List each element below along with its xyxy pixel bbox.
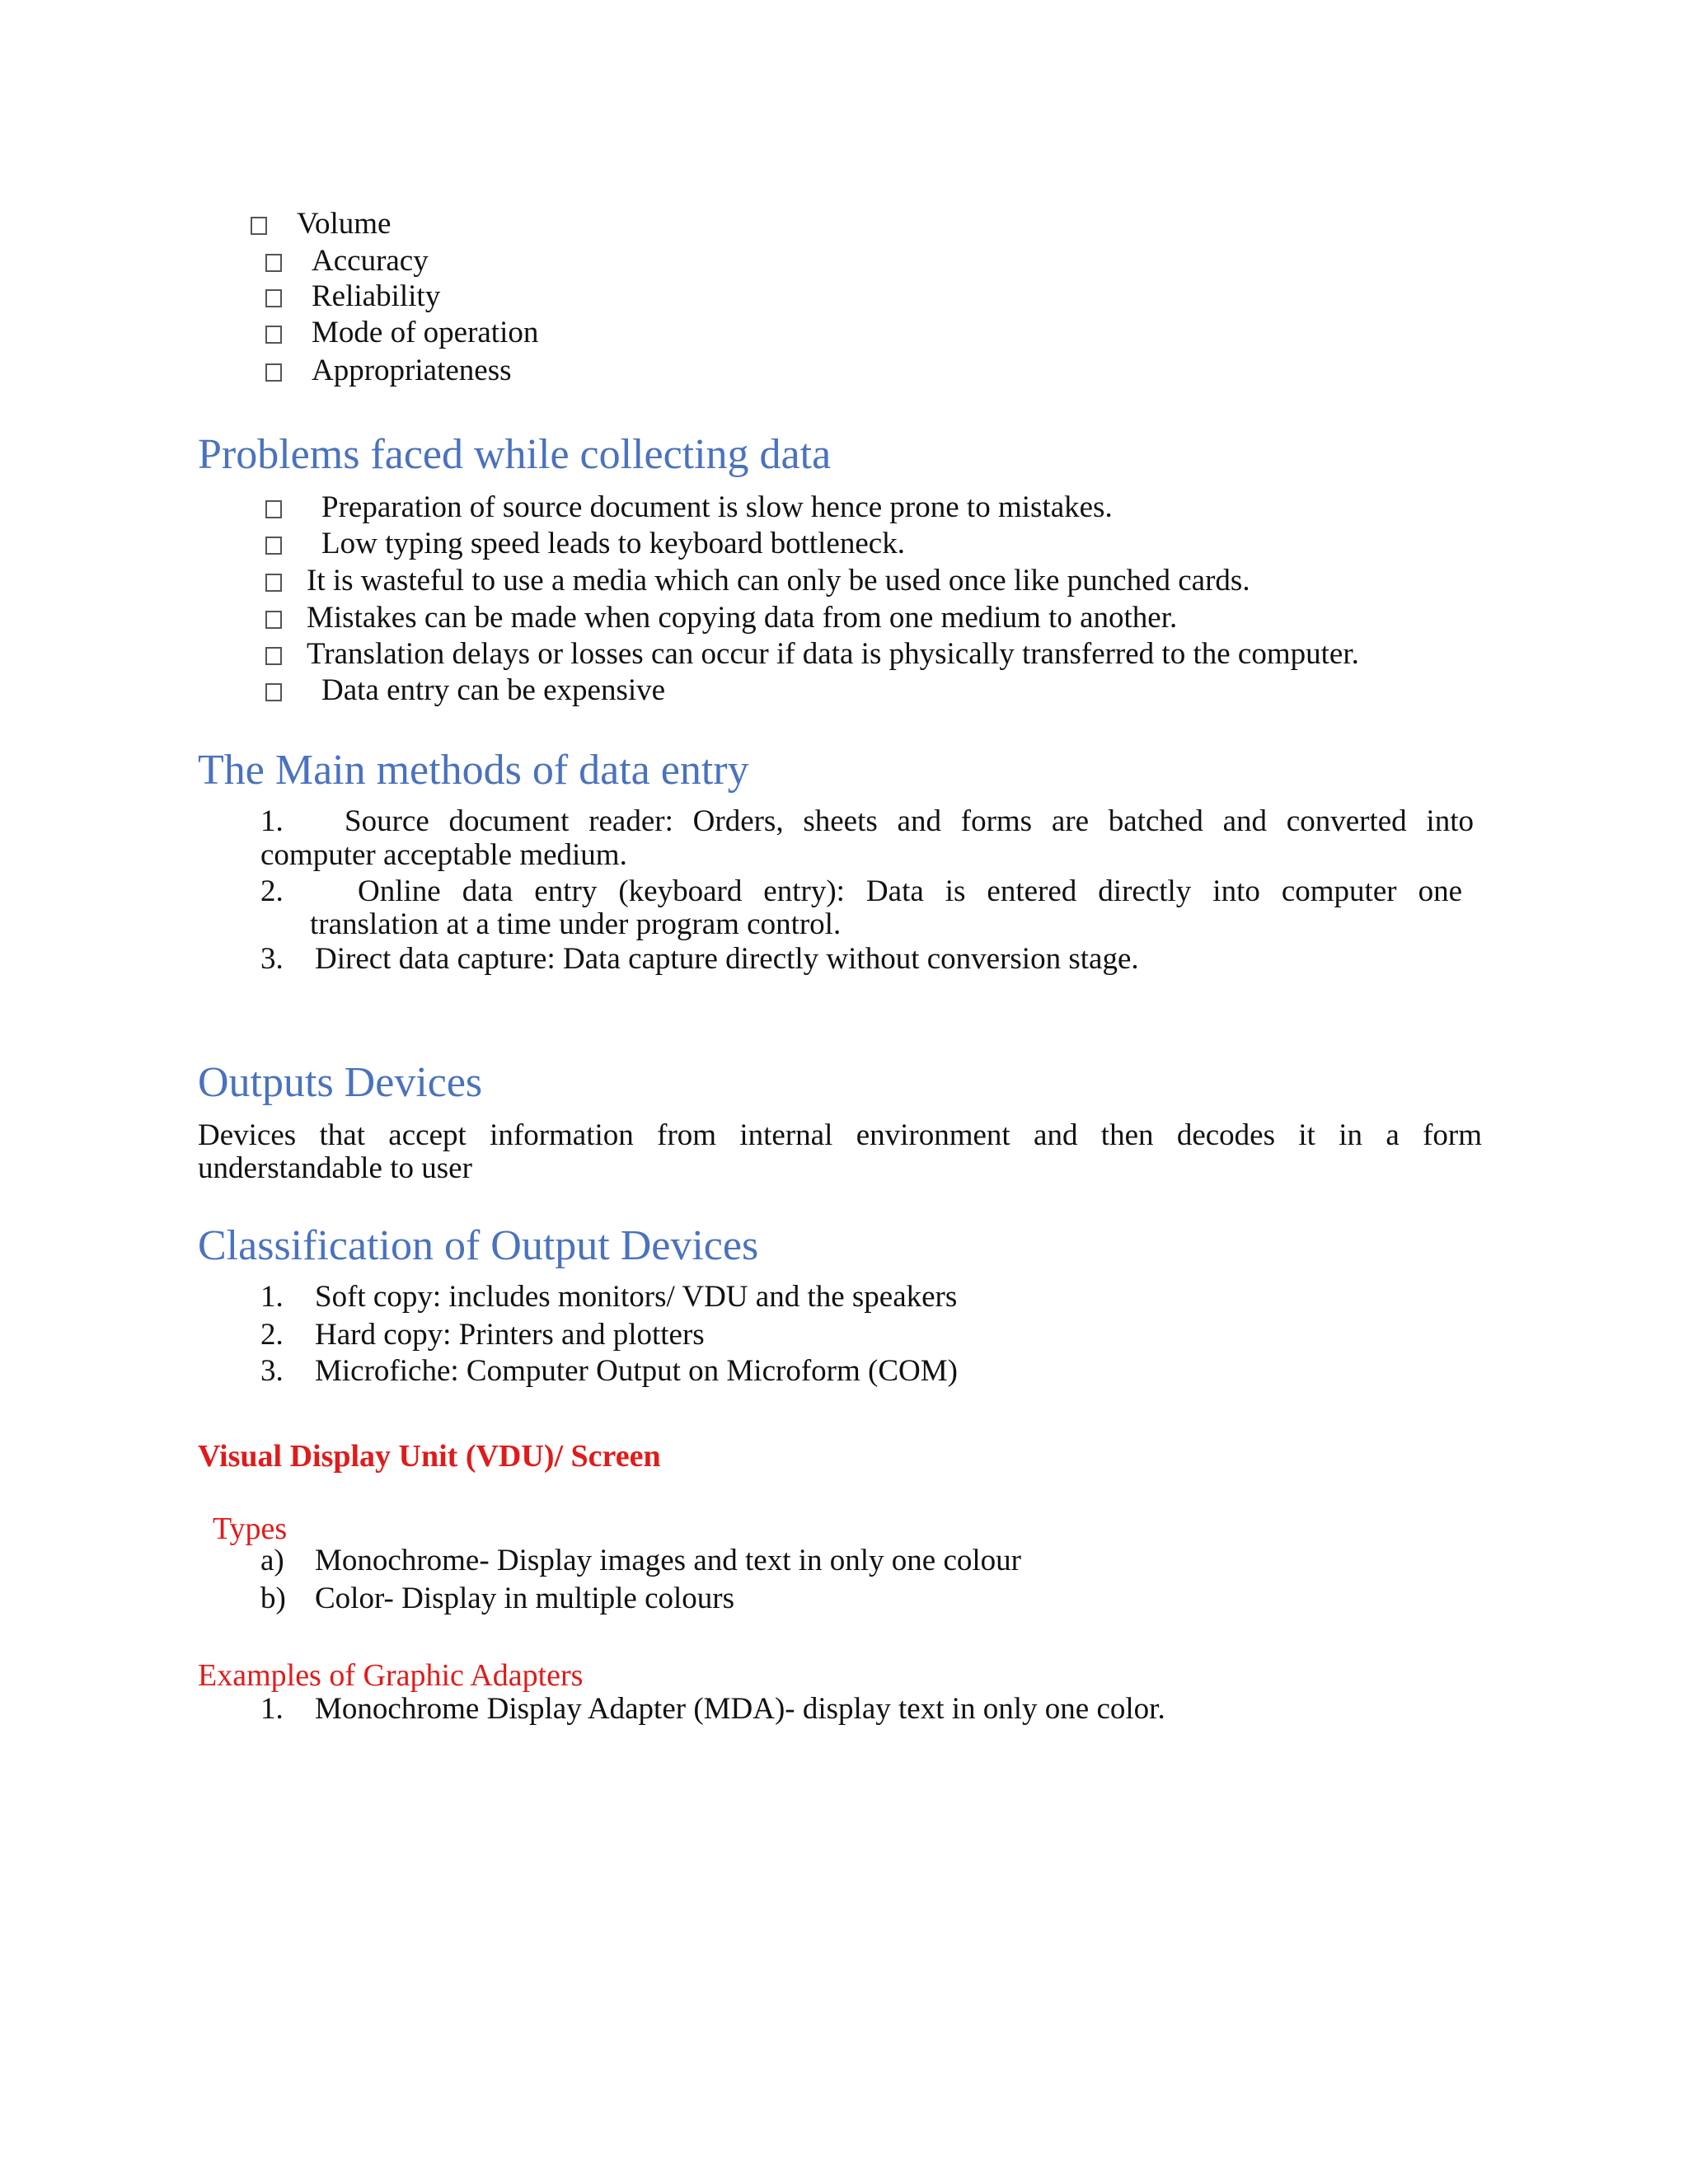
list-item: Accuracy xyxy=(265,243,429,279)
list-item: 3. Direct data capture: Data capture directly without conversion stage. xyxy=(260,942,1139,976)
list-item: Volume xyxy=(251,206,391,242)
bullet-box-icon xyxy=(265,363,282,382)
list-item: Mistakes can be made when copying data from one medium to another. xyxy=(265,600,1177,636)
types-label: Types xyxy=(213,1511,288,1546)
section-heading-methods: The Main methods of data entry xyxy=(198,747,749,794)
bullet-box-icon xyxy=(265,500,282,518)
bullet-box-icon xyxy=(265,289,282,307)
outputs-description-line: understandable to user xyxy=(198,1151,472,1185)
list-item: Appropriateness xyxy=(265,353,512,389)
bullet-box-icon xyxy=(265,647,282,665)
method-number: 2. xyxy=(260,874,284,908)
list-item: 2. Hard copy: Printers and plotters xyxy=(260,1318,705,1352)
adapters-heading: Examples of Graphic Adapters xyxy=(198,1658,584,1693)
list-item: 3. Microfiche: Computer Output on Microform (COM) xyxy=(260,1354,958,1388)
list-item: Translation delays or losses can occur if data is physically transferred to the computer. xyxy=(265,636,1359,673)
list-item: 1. Monochrome Display Adapter (MDA)- display text in only one color. xyxy=(260,1692,1165,1726)
method-item-line: computer acceptable medium. xyxy=(260,838,627,872)
list-item: It is wasteful to use a media which can only be used once like punched cards. xyxy=(265,563,1250,599)
vdu-heading: Visual Display Unit (VDU)/ Screen xyxy=(198,1439,661,1474)
list-item: Preparation of source document is slow hence prone to mistakes. xyxy=(265,490,1113,526)
bullet-box-icon xyxy=(265,574,282,592)
method-item-line: Source document reader: Orders, sheets and forms are batched and converted into xyxy=(345,804,1474,838)
bullet-box-icon xyxy=(265,611,282,629)
section-heading-problems: Problems faced while collecting data xyxy=(198,431,832,478)
outputs-description-line: Devices that accept information from internal environment and then decodes it in a form xyxy=(198,1118,1482,1152)
list-item: 1. Soft copy: includes monitors/ VDU and the speakers xyxy=(260,1280,958,1314)
list-item: Low typing speed leads to keyboard bottleneck. xyxy=(265,526,905,562)
bullet-box-icon xyxy=(265,254,282,272)
list-item: Mode of operation xyxy=(265,315,538,351)
section-heading-classification: Classification of Output Devices xyxy=(198,1222,759,1269)
bullet-box-icon xyxy=(251,217,267,235)
list-item: a) Monochrome- Display images and text in only one colour xyxy=(260,1544,1021,1577)
list-item: Data entry can be expensive xyxy=(265,673,665,709)
bullet-box-icon xyxy=(265,326,282,344)
bullet-box-icon xyxy=(265,683,282,701)
method-number: 1. xyxy=(260,804,284,838)
list-item: b) Color- Display in multiple colours xyxy=(260,1582,734,1615)
bullet-box-icon xyxy=(265,537,282,555)
method-item-line: Online data entry (keyboard entry): Data is entered directly into computer one xyxy=(358,874,1462,908)
list-item: Reliability xyxy=(265,279,440,315)
section-heading-outputs: Outputs Devices xyxy=(198,1059,483,1106)
method-item-line: translation at a time under program control. xyxy=(310,907,842,941)
